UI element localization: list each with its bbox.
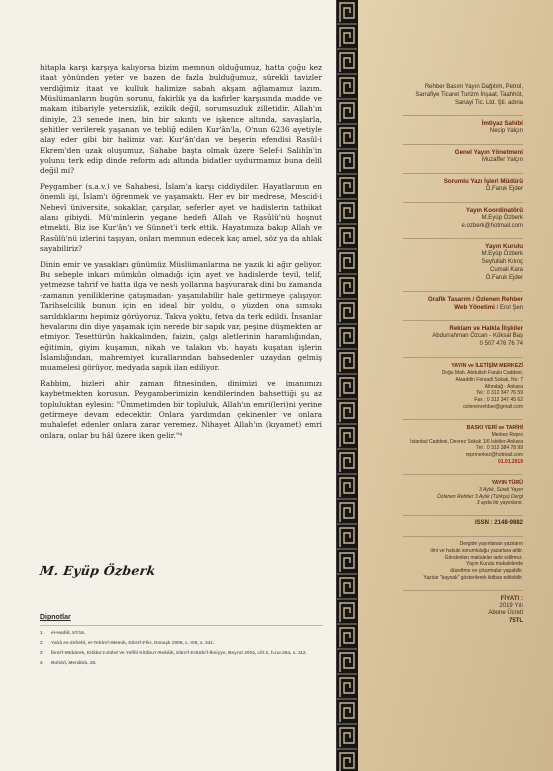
price-block: FİYATI : 2019 Yılı Abone Ücreti 75TL	[488, 594, 523, 625]
editor-in-chief-block: Genel Yayın Yönetmeni Muzaffer Yalçın	[454, 149, 523, 164]
footnote-item: 4 Buhârî, Menâkıb, 28.	[40, 659, 97, 665]
article-body	[40, 63, 322, 446]
author-signature	[40, 562, 160, 584]
issn-block: ISSN : 2148-9882	[474, 520, 523, 527]
meander-pattern-icon	[337, 0, 357, 771]
paragraph-3: Dinin emir ve yasakları günümüz Müslümanlarına ne yazık ki ağır geliyor. Bu sebeple inkarı mümkün olmadığı için ayet ve hadislerde tevil, telif, yetmezse tahrif ve hatta ilga ve nesh yollarına başvurarak dini bu zamanda -zamanın yeniliklerine çatışmadan- yaşanılabilir hale getirmeye çalışıyor. Tarihselcilik bunun için en ideal bir yoldu, o yüzden ona sımsıkı sarıldıklarını hepimiz görüyoruz. Takva yoktu, fetva da terk edildi. İnsanlar hevalarını din diye yaşamak için nerede bir sapık var, peşine düşmekten ar etmiyor. Tesettürün hakkalınden, faizin, çalgı aletlerinin haramlığından, eğitimin, giyim kuşamın, nikah ve talakın vb. hayatı kuşatan işlerin İslamlığından, mahremiyet kurallarından bahsedenler uzaydan gelmiş muamelesi görüyor, medyada sapık ilan ediliyor.	[40, 259, 322, 373]
contact-block: YAYIN ve İLETİŞİM MERKEZİ Doğu Mah. Abdullah Faruki Caddesi, Alaaddin Fersadi Sokak, No: 7 Altındağ - Ankara Tel : 0 312 347 76 59 Fax : 0 312 347 45 62 ozlenenrehber@gmail.com	[441, 362, 523, 410]
footnote-item: 3 İbnü'l-Mübârek, Kitâbu'z-Zühd Ve Yelîhî Kitâbu'r-Rekâik, Dârü'l-Kütübi'l-İlmiyye, Beyrut 2004, cilt:2, h.no:264, s. 112.	[40, 649, 307, 655]
print-date: 01.01.2019	[497, 458, 523, 465]
signature-text: M. Eyüp Özberk	[38, 563, 157, 578]
footnote-item: 1 el-Hadîd, 57/16.	[40, 630, 86, 635]
footnotes-title: Dipnotlar	[40, 614, 71, 621]
owner-block: İmtiyaz Sahibi Necip Yalçın	[481, 120, 523, 135]
publication-type-block: YAYIN TÜRÜ 3 Aylık, Süreli Yayın Özlenen Rehber 3 Aylık (Türkçe) Dergi 3 ayda bir yayınlanır.	[437, 479, 523, 507]
paragraph-4: Rabbim, bizleri ahir zaman fitnesinden, dinimizi ve imanımızı kaybetmekten korusun. Peygamberimizin kendilerinden bahsettiği şu az topluluktan eylesin: "Ümmetimden bir topluluk, Allah'ın emri(leri)ni yerine getirmeye devam edecektir. Onlara yardımdan çekinenler ve onlara muhalefet edenler onlara zarar veremez. Nihayet Allah'ın (kıyamet) emri onlara, onlar bu hâl üzere iken gelir."⁴	[40, 378, 322, 440]
masthead-column	[358, 0, 553, 771]
legal-notice-block: Dergide yayınlanan yazıların ilmi ve hukuki sorumluluğu yazarlara aittir. Gönderilen makaleler iade edilmez. Yayın Kurulu makalelerde düzeltme ve çıkarmalar yapabilir. Yazılar "kaynak" gösterilerek iktibas edilebilir.	[423, 540, 523, 581]
masthead	[373, 84, 523, 634]
footnotes-divider	[40, 625, 323, 626]
editorial-board-block: Yayın Kurulu M.Eyüp Özberk Seyfullah Kılınç Cumali Kara Ö.Faruk Ejder	[481, 243, 523, 281]
paragraph-2: Peygamber (s.a.v.) ve Sahabesi, İslam'a karşı ciddiydiler. Hayatlarının en önemli işi, İslam'ı öğrenmek ve yaşamaktı. Her ev bir medrese, Mescid-i Nebevî üniversite, sokaklar, çarşılar, seferler ayet ve hadislerin tatbikat alanı gibiydi. Mü'minlerin yegane hedefi Allah ve Rasûlü'nü hoşnut etmekti. Biz ise Kur'ân'ı ve Sünnet'i terk ettik. Hayatımıza bakıp Allah ve Rasûlü'nü izlerini taşıyan, onları memnun edecek kaç amel, söz ya da ahlak sayabiliriz?	[40, 182, 322, 254]
footnote-item: 2 Yahâ es-Zehebî, et-Telrîm'l-Memik, Dârü'l-Fikr, Dımaşk 2009, c. XIII, s. 341.	[40, 639, 215, 645]
managing-editor-block: Sorumlu Yazı İşleri Müdürü Ö.Faruk Ejder	[443, 177, 523, 192]
footnotes-list	[40, 630, 323, 670]
print-block: BASKI YERİ ve TARİHİ Merkez Repro İstanbul Caddesi, Devrez Sokak 1/6 İskitler-Ankara Tel : 0 312 384 78 99 reprmerkez@hotmail.com 01.01.2019	[373, 424, 523, 466]
ads-block: Reklam ve Halkla İlişkiler Abdurrahman Özcan - Köksal Baş 0 507 476 76 74	[432, 325, 523, 348]
ornamental-border	[336, 0, 360, 771]
coordinator-block: Yayın Koordinatörü M.Eyüp Özberk e.ozberk@hotmail.com	[461, 206, 523, 229]
paragraph-1: hitapla karşı karşıya kalıyorsa bizim memnun olduğumuz, hatta çoğu kez itaat yönünden yeter ve bazen de fazla bulduğumuz, sürekli tavizler verdiğimiz itaat ve kulluk halimize sabah akşam ağlamamız lazım. Müslümanların bugün sorunu, fakirlik ya da kafirler karşısında madde ve makam itibariyle yetersizlik, ezikik değil, sorumsuzluk zilletidir. Allah'ın diniyle, 23 senede inen, bin bir sıkıntı ve işkence altında, savaşlarla, şehitler verilerek yaşanan ve tebliğ edilen Kur'ân'la, O'nun 6236 ayetiyle alay eder gibi bir halimiz var. Kur'ân'dan ve beşerin efendisi Rasûl-i Ekrem'den uzak oluşumuz, Sahabe başta olmak üzere Selef-i Salihîn'in yolunu terk edip dinde reform adı altında bidatler uydurmamız buna delil değil mi?	[40, 63, 322, 176]
design-block: Grafik Tasarım / Özlenen Rehber Web Yönetimi / Erol Şen	[427, 295, 523, 311]
publisher-block: Rehber Basım Yayın Dağıtım, Petrol, Sarrafiye Ticaret Turizm İnşaat, Taahhüt, Sanayi Tic. Ltd. Şti. adına	[415, 84, 523, 106]
